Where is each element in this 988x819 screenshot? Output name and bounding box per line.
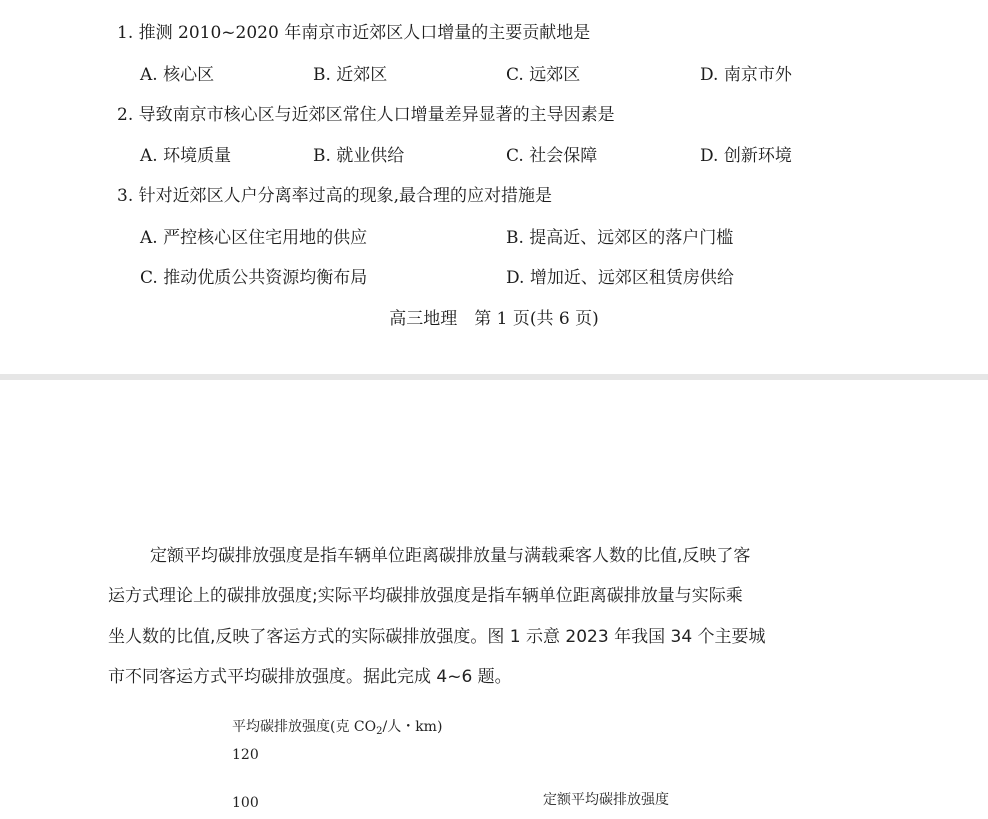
page-2-top: [0, 380, 988, 819]
question-2-option-c: C. 社会保障: [506, 146, 598, 166]
y-axis-label-subscript: 2: [376, 726, 383, 737]
page-footer: 高三地理 第 1 页(共 6 页): [389, 309, 599, 329]
question-3-option-d: D. 增加近、远郊区租赁房供给: [506, 268, 734, 288]
question-2-stem: 2. 导致南京市核心区与近郊区常住人口增量差异显著的主导因素是: [117, 105, 615, 125]
page-1-bottom: [0, 0, 988, 374]
y-axis-label-prefix: 平均碳排放强度(克 CO: [232, 719, 377, 735]
paragraph-line-4: 市不同客运方式平均碳排放强度。据此完成 4~6 题。: [108, 667, 512, 687]
question-3-option-c: C. 推动优质公共资源均衡布局: [140, 268, 368, 288]
y-tick-label-120: 120: [232, 747, 259, 763]
paragraph-line-1: 定额平均碳排放强度是指车辆单位距离碳排放量与满载乘客人数的比值,反映了客: [150, 546, 751, 566]
question-3-stem: 3. 针对近郊区人户分离率过高的现象,最合理的应对措施是: [117, 186, 553, 206]
series-label-quota-intensity: 定额平均碳排放强度: [543, 792, 669, 808]
question-3-option-a: A. 严控核心区住宅用地的供应: [140, 228, 368, 248]
question-1-option-a: A. 核心区: [140, 65, 215, 85]
chart-y-axis-label: [232, 716, 442, 736]
question-1-option-c: C. 远郊区: [506, 65, 581, 85]
question-2-option-a: A. 环境质量: [140, 146, 232, 166]
question-1-stem: 1. 推测 2010~2020 年南京市近郊区人口增量的主要贡献地是: [117, 23, 591, 43]
paragraph-line-3: 坐人数的比值,反映了客运方式的实际碳排放强度。图 1 示意 2023 年我国 34 个主要城: [108, 627, 766, 647]
y-axis-label-suffix: /人・km): [382, 719, 443, 735]
paragraph-line-2: 运方式理论上的碳排放强度;实际平均碳排放强度是指车辆单位距离碳排放量与实际乘: [108, 586, 743, 606]
question-1-option-d: D. 南京市外: [700, 65, 792, 85]
question-3-option-b: B. 提高近、远郊区的落户门槛: [506, 228, 734, 248]
question-1-option-b: B. 近郊区: [313, 65, 388, 85]
question-2-option-b: B. 就业供给: [313, 146, 405, 166]
question-2-option-d: D. 创新环境: [700, 146, 792, 166]
y-tick-label-100: 100: [232, 795, 259, 811]
